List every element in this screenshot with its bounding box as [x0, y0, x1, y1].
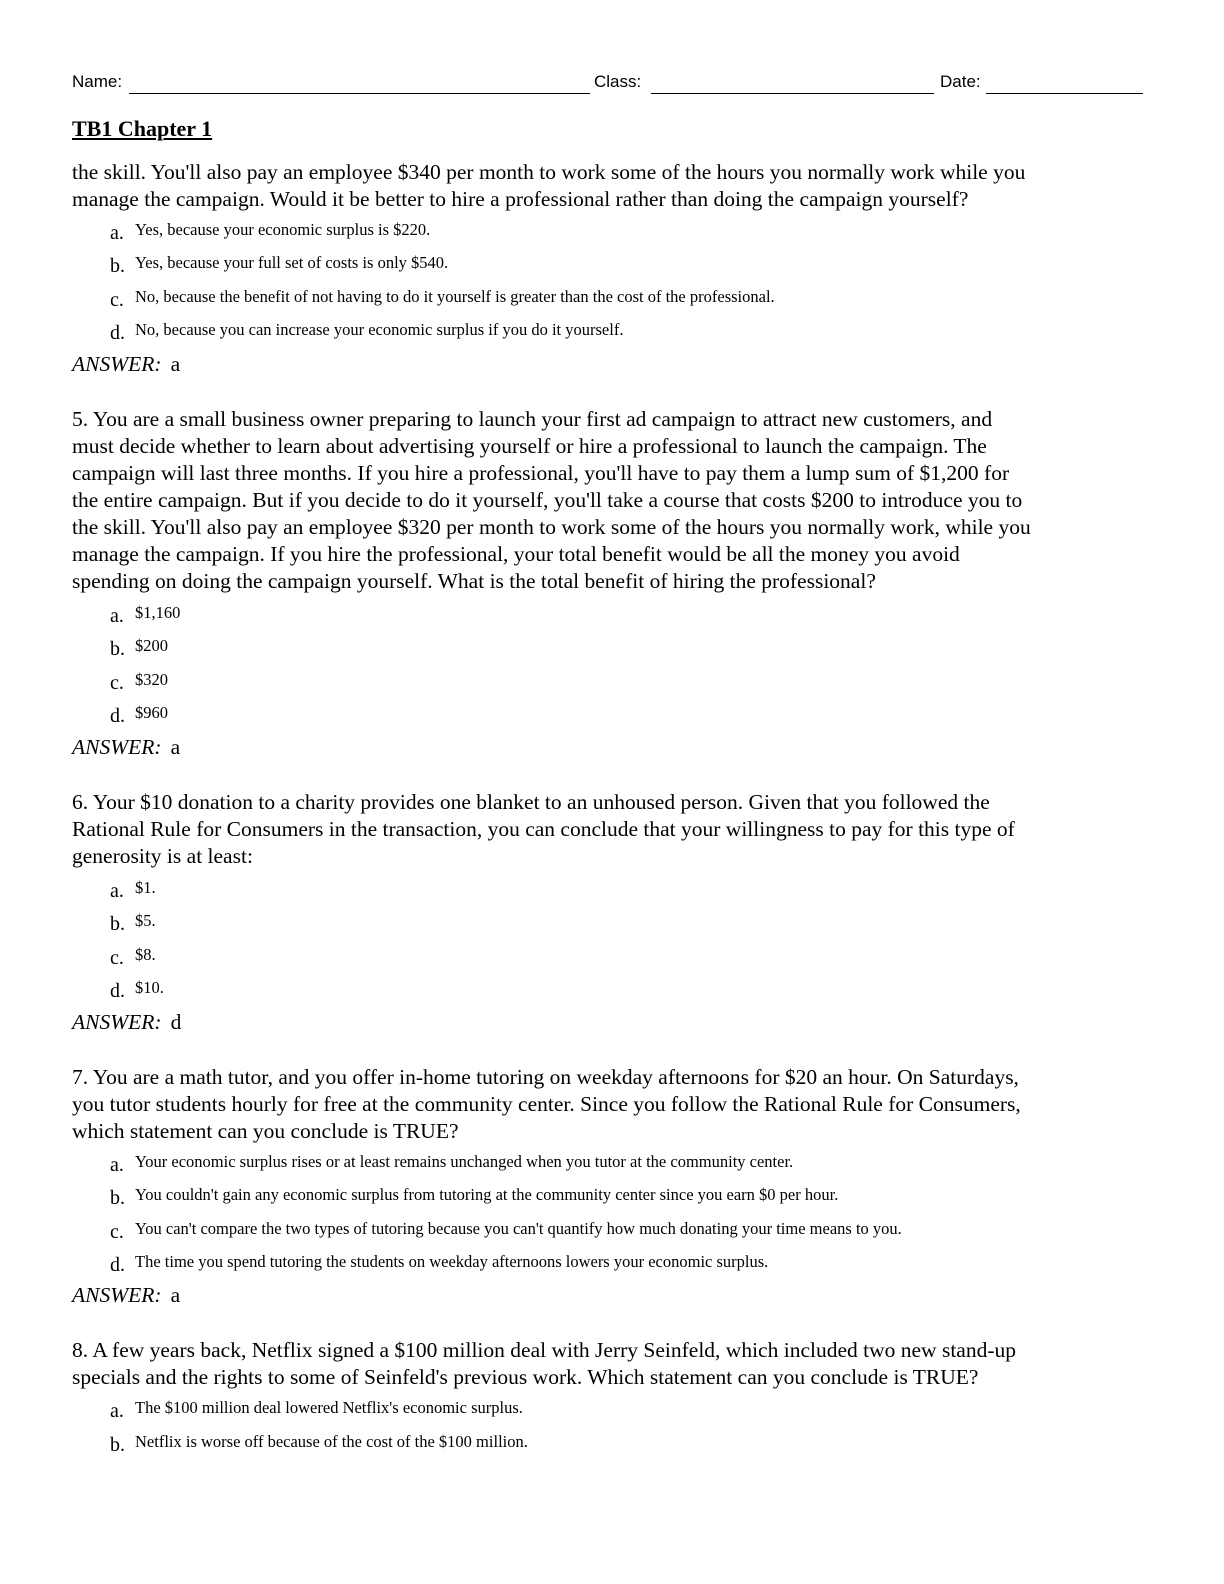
option-text: $200 — [135, 636, 168, 655]
answer-option — [110, 285, 775, 311]
stem-line: spending on doing the campaign yourself. What is the total benefit of hiring the professional? — [72, 569, 876, 593]
option-text: $1,160 — [135, 603, 181, 622]
answer-key — [72, 1283, 180, 1308]
stem-line: specials and the rights to some of Seinfeld's previous work. Which statement can you conclude is TRUE? — [72, 1365, 979, 1389]
stem-line: the skill. You'll also pay an employee $320 per month to work some of the hours you normally work, while you — [72, 515, 1031, 539]
option-text: No, because the benefit of not having to do it yourself is greater than the cost of the professional. — [135, 287, 775, 306]
option-letter: d. — [110, 1254, 125, 1276]
option-text: Yes, because your economic surplus is $220. — [135, 220, 431, 239]
option-letter: d. — [110, 980, 125, 1002]
option-text: $10. — [135, 978, 164, 997]
stem-line: manage the campaign. If you hire the professional, your total benefit would be all the money you avoid — [72, 542, 960, 566]
answer-option — [110, 218, 431, 244]
option-text: No, because you can increase your economic surplus if you do it yourself. — [135, 320, 624, 339]
question-stem — [72, 1337, 1142, 1391]
option-letter: b. — [110, 255, 125, 277]
option-letter: a. — [110, 880, 124, 902]
option-letter: b. — [110, 1187, 125, 1209]
answer-option — [110, 1396, 523, 1422]
stem-line: campaign will last three months. If you hire a professional, you'll have to pay them a lump sum of $1,200 for — [72, 461, 1010, 485]
answer-label: ANSWER: — [72, 735, 162, 759]
answer-label: ANSWER: — [72, 1283, 162, 1307]
question-stem — [72, 406, 1142, 595]
answer-option — [110, 318, 624, 344]
stem-line: 7. You are a math tutor, and you offer in-home tutoring on weekday afternoons for $20 an hour. On Saturdays, — [72, 1065, 1019, 1089]
answer-option — [110, 701, 168, 727]
answer-option — [110, 909, 156, 935]
option-text: $320 — [135, 670, 168, 689]
answer-option — [110, 943, 156, 969]
option-text: The time you spend tutoring the students on weekday afternoons lowers your economic surplus. — [135, 1252, 769, 1271]
answer-value: a — [170, 352, 181, 376]
option-text: You couldn't gain any economic surplus from tutoring at the community center since you earn $0 per hour. — [135, 1185, 839, 1204]
class-label: Class: — [594, 72, 642, 91]
answer-option — [110, 876, 156, 902]
stem-line: 5. You are a small business owner preparing to launch your first ad campaign to attract new customers, and — [72, 407, 993, 431]
answer-label: ANSWER: — [72, 352, 162, 376]
date-label: Date: — [940, 72, 981, 91]
question-stem — [72, 159, 1142, 213]
answer-option — [110, 634, 168, 660]
option-text: $8. — [135, 945, 156, 964]
option-letter: a. — [110, 1400, 124, 1422]
stem-line: Rational Rule for Consumers in the transaction, you can conclude that your willingness to pay for this type of — [72, 817, 1015, 841]
answer-value: a — [170, 735, 181, 759]
answer-option — [110, 1150, 794, 1176]
stem-line: the skill. You'll also pay an employee $340 per month to work some of the hours you normally work while you — [72, 160, 1026, 184]
answer-option — [110, 1430, 528, 1456]
answer-option — [110, 601, 181, 627]
answer-key — [72, 352, 180, 377]
answer-option — [110, 1217, 902, 1243]
page-header — [72, 72, 1144, 98]
option-text: Your economic surplus rises or at least remains unchanged when you tutor at the community center. — [135, 1152, 794, 1171]
answer-option — [110, 1250, 769, 1276]
stem-line: manage the campaign. Would it be better to hire a professional rather than doing the campaign yourself? — [72, 187, 969, 211]
option-letter: c. — [110, 289, 124, 311]
answer-option — [110, 976, 164, 1002]
question-stem — [72, 1064, 1142, 1145]
option-text: $1. — [135, 878, 156, 897]
option-letter: b. — [110, 638, 125, 660]
name-label: Name: — [72, 72, 123, 91]
class-blank-line — [651, 93, 934, 94]
option-letter: b. — [110, 1434, 125, 1456]
option-letter: d. — [110, 322, 125, 344]
option-letter: a. — [110, 605, 124, 627]
option-text: $960 — [135, 703, 168, 722]
option-text: Yes, because your full set of costs is only $540. — [135, 253, 449, 272]
option-letter: a. — [110, 1154, 124, 1176]
stem-line: 8. A few years back, Netflix signed a $100 million deal with Jerry Seinfeld, which included two new stand-up — [72, 1338, 1016, 1362]
stem-line: must decide whether to learn about advertising yourself or hire a professional to launch the campaign. The — [72, 434, 987, 458]
answer-key — [72, 1010, 181, 1035]
option-letter: c. — [110, 947, 124, 969]
answer-option — [110, 251, 449, 277]
answer-key — [72, 735, 180, 760]
date-blank-line — [986, 93, 1143, 94]
option-text: $5. — [135, 911, 156, 930]
stem-line: which statement can you conclude is TRUE? — [72, 1119, 459, 1143]
name-blank-line — [129, 93, 590, 94]
option-letter: b. — [110, 913, 125, 935]
question-stem — [72, 789, 1142, 870]
option-letter: c. — [110, 1221, 124, 1243]
answer-option — [110, 1183, 839, 1209]
stem-line: generosity is at least: — [72, 844, 253, 868]
answer-option — [110, 668, 168, 694]
stem-line: the entire campaign. But if you decide to do it yourself, you'll take a course that costs $200 to introduce you to — [72, 488, 1023, 512]
answer-value: d — [170, 1010, 182, 1034]
option-letter: d. — [110, 705, 125, 727]
option-text: Netflix is worse off because of the cost of the $100 million. — [135, 1432, 528, 1451]
stem-line: 6. Your $10 donation to a charity provides one blanket to an unhoused person. Given that you followed the — [72, 790, 990, 814]
chapter-title: TB1 Chapter 1 — [72, 116, 213, 141]
option-text: The $100 million deal lowered Netflix's economic surplus. — [135, 1398, 523, 1417]
option-letter: a. — [110, 222, 124, 244]
stem-line: you tutor students hourly for free at the community center. Since you follow the Rational Rule for Consumers, — [72, 1092, 1021, 1116]
answer-value: a — [170, 1283, 181, 1307]
option-text: You can't compare the two types of tutoring because you can't quantify how much donating your time means to you. — [135, 1219, 902, 1238]
answer-label: ANSWER: — [72, 1010, 162, 1034]
option-letter: c. — [110, 672, 124, 694]
